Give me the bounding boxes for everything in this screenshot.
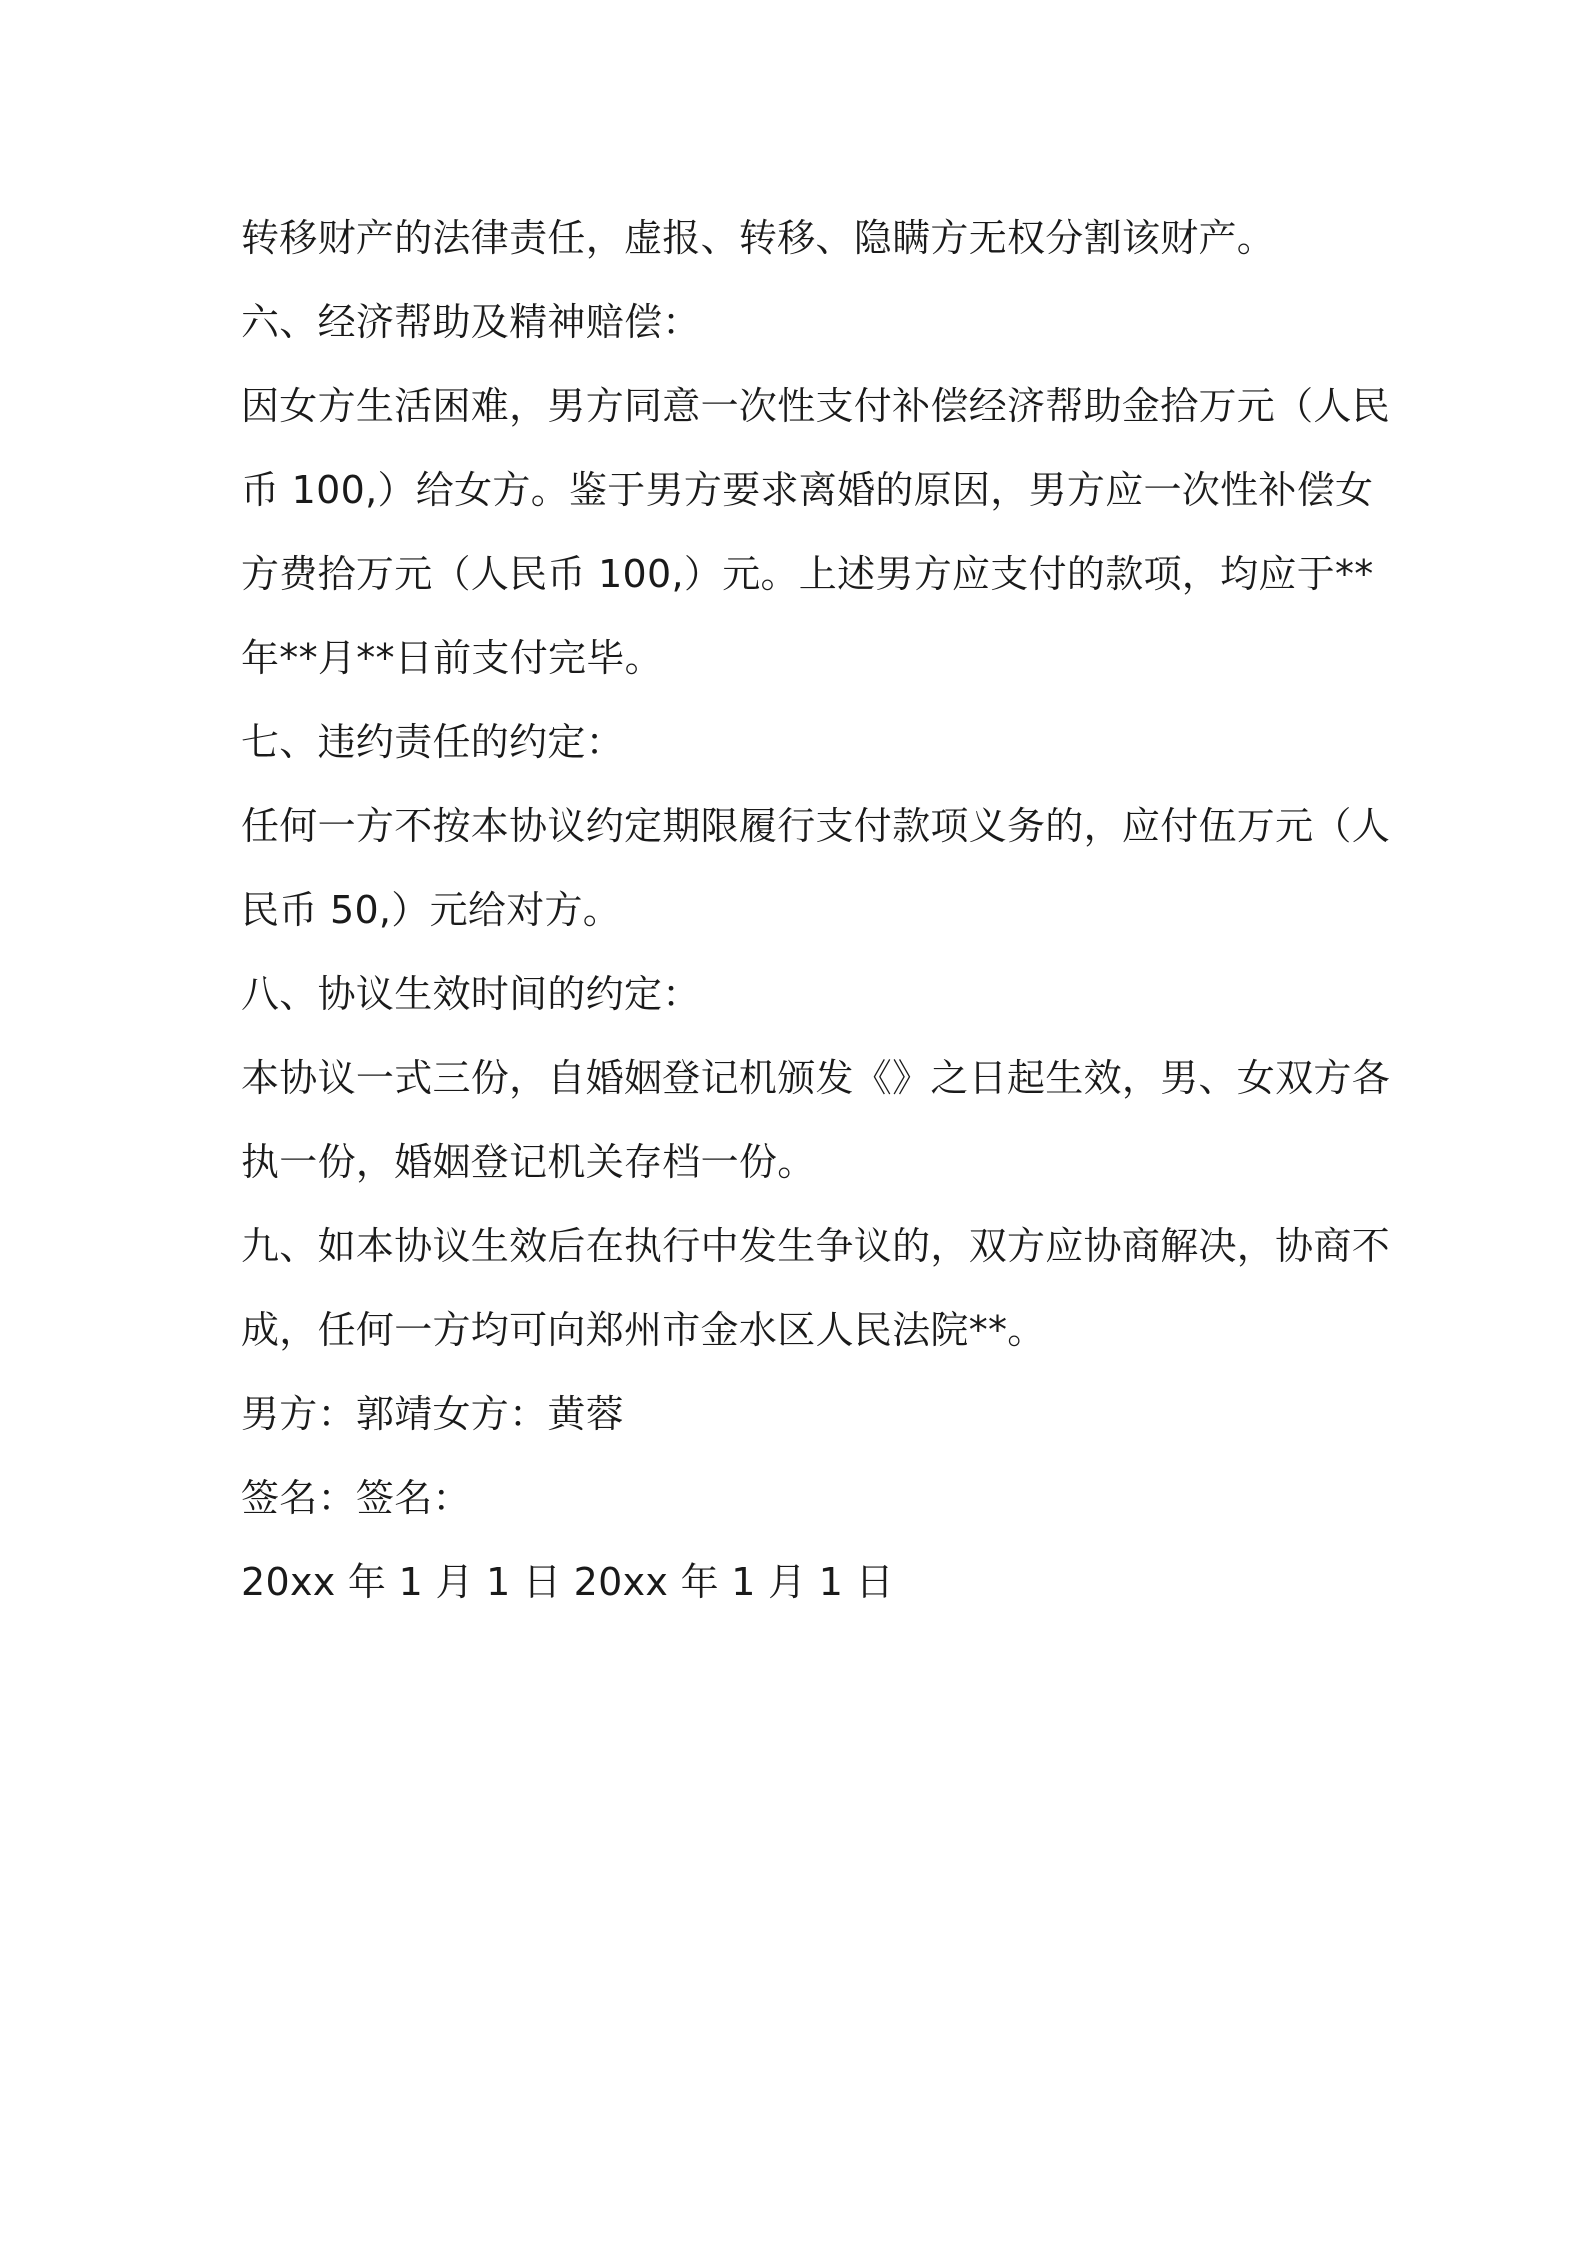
section-heading-economic-help: 六、经济帮助及精神赔偿： xyxy=(241,300,701,344)
text-line-economic-help-4: 年**月**日前支付完毕。 xyxy=(241,636,663,680)
text-line-dispute-2: 成，任何一方均可向郑州市金水区人民法院**。 xyxy=(241,1308,1046,1352)
document-body xyxy=(241,196,1391,1624)
text-line-effective-time-2: 执一份，婚姻登记机关存档一份。 xyxy=(241,1140,816,1184)
text-line-breach-liability-2: 民币 50,）元给对方。 xyxy=(241,888,622,932)
text-line-economic-help-3: 方费拾万元（人民币 100,）元。上述男方应支付的款项，均应于** xyxy=(241,552,1374,596)
date-line: 20xx 年 1 月 1 日 20xx 年 1 月 1 日 xyxy=(241,1560,894,1604)
section-heading-effective-time: 八、协议生效时间的约定： xyxy=(241,972,701,1016)
text-line-economic-help-1: 因女方生活困难，男方同意一次性支付补偿经济帮助金拾万元（人民 xyxy=(241,384,1391,428)
text-line-economic-help-2: 币 100,）给女方。鉴于男方要求离婚的原因，男方应一次性补偿女 xyxy=(241,468,1374,512)
text-line-property-liability: 转移财产的法律责任，虚报、转移、隐瞒方无权分割该财产。 xyxy=(241,216,1276,260)
text-line-effective-time-1: 本协议一式三份，自婚姻登记机颁发《》之日起生效，男、女双方各 xyxy=(241,1056,1391,1100)
text-line-breach-liability-1: 任何一方不按本协议约定期限履行支付款项义务的，应付伍万元（人 xyxy=(241,804,1391,848)
text-line-dispute-1: 九、如本协议生效后在执行中发生争议的，双方应协商解决，协商不 xyxy=(241,1224,1391,1268)
parties-line: 男方：郭靖女方：黄蓉 xyxy=(241,1392,625,1436)
section-heading-breach-liability: 七、违约责任的约定： xyxy=(241,720,625,764)
signature-line: 签名：签名： xyxy=(241,1476,471,1520)
